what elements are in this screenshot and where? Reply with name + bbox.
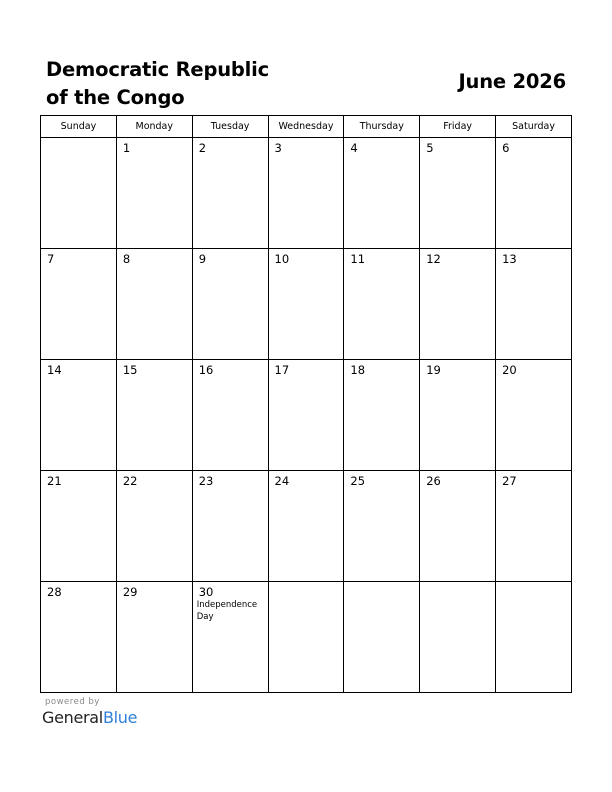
month-year-heading: June 2026 bbox=[458, 70, 566, 93]
day-number: 6 bbox=[502, 141, 510, 155]
day-cell bbox=[192, 249, 268, 360]
calendar-grid bbox=[40, 115, 572, 693]
day-cell bbox=[41, 360, 117, 471]
day-cell bbox=[344, 360, 420, 471]
day-number: 17 bbox=[274, 363, 290, 377]
day-cell bbox=[41, 471, 117, 582]
day-cell bbox=[268, 249, 344, 360]
day-number: 3 bbox=[274, 141, 282, 155]
day-number bbox=[41, 138, 116, 141]
brand-general: General bbox=[42, 708, 103, 727]
day-number bbox=[269, 582, 344, 585]
day-cell bbox=[496, 582, 572, 693]
day-cell bbox=[41, 249, 117, 360]
day-cell bbox=[420, 249, 496, 360]
holiday-label: Independence Day bbox=[196, 600, 258, 622]
day-cell bbox=[116, 582, 192, 693]
day-cell bbox=[268, 471, 344, 582]
day-cell bbox=[192, 360, 268, 471]
day-number bbox=[420, 582, 495, 585]
day-cell bbox=[192, 471, 268, 582]
week-row bbox=[41, 471, 572, 582]
day-cell bbox=[268, 360, 344, 471]
day-cell bbox=[496, 138, 572, 249]
country-name-line-2: of the Congo bbox=[46, 86, 185, 109]
day-number: 27 bbox=[502, 474, 517, 488]
country-name-line-1: Democratic Republic bbox=[46, 58, 269, 81]
day-cell bbox=[344, 582, 420, 693]
day-number: 1 bbox=[122, 141, 131, 155]
day-cell bbox=[268, 138, 344, 249]
day-cell bbox=[41, 138, 117, 249]
day-number: 9 bbox=[198, 252, 207, 266]
day-number: 7 bbox=[47, 252, 55, 266]
day-number: 15 bbox=[122, 363, 138, 377]
day-cell bbox=[192, 582, 268, 693]
weekday-saturday: Saturday bbox=[496, 116, 572, 138]
day-number bbox=[496, 582, 571, 585]
day-cell bbox=[116, 138, 192, 249]
day-cell bbox=[268, 582, 344, 693]
day-cell bbox=[420, 360, 496, 471]
day-number: 26 bbox=[426, 474, 441, 488]
day-number: 5 bbox=[426, 141, 434, 155]
day-number: 30 bbox=[198, 585, 214, 599]
weekday-tuesday: Tuesday bbox=[192, 116, 268, 138]
day-number: 11 bbox=[350, 252, 366, 266]
page-title bbox=[46, 56, 306, 112]
day-number: 18 bbox=[350, 363, 366, 377]
day-cell bbox=[344, 471, 420, 582]
day-number: 21 bbox=[47, 474, 62, 488]
day-number: 22 bbox=[122, 474, 138, 488]
day-cell bbox=[344, 249, 420, 360]
day-number: 4 bbox=[350, 141, 358, 155]
brand-blue: Blue bbox=[102, 708, 138, 727]
day-cell bbox=[116, 360, 192, 471]
day-cell bbox=[496, 249, 572, 360]
day-number: 2 bbox=[198, 141, 207, 155]
weekday-wednesday: Wednesday bbox=[268, 116, 344, 138]
day-number: 12 bbox=[426, 252, 441, 266]
weekday-header-row bbox=[41, 116, 572, 138]
day-cell bbox=[41, 582, 117, 693]
weekday-monday: Monday bbox=[116, 116, 192, 138]
day-cell bbox=[344, 138, 420, 249]
week-row bbox=[41, 249, 572, 360]
weekday-sunday: Sunday bbox=[41, 116, 117, 138]
day-cell bbox=[192, 138, 268, 249]
day-number: 13 bbox=[502, 252, 517, 266]
day-number: 10 bbox=[274, 252, 290, 266]
day-number: 8 bbox=[122, 252, 131, 266]
day-number: 20 bbox=[502, 363, 517, 377]
day-cell bbox=[420, 582, 496, 693]
day-cell bbox=[420, 138, 496, 249]
day-number: 14 bbox=[47, 363, 62, 377]
week-row bbox=[41, 360, 572, 471]
day-number: 24 bbox=[274, 474, 290, 488]
day-cell bbox=[496, 360, 572, 471]
weekday-thursday: Thursday bbox=[344, 116, 420, 138]
day-cell bbox=[116, 249, 192, 360]
day-number bbox=[344, 582, 419, 585]
week-row bbox=[41, 138, 572, 249]
day-cell bbox=[496, 471, 572, 582]
day-number: 23 bbox=[198, 474, 214, 488]
generalblue-logo bbox=[42, 708, 137, 727]
day-number: 29 bbox=[122, 585, 138, 599]
weekday-friday: Friday bbox=[420, 116, 496, 138]
day-cell bbox=[116, 471, 192, 582]
week-row bbox=[41, 582, 572, 693]
day-cell bbox=[420, 471, 496, 582]
day-number: 16 bbox=[198, 363, 214, 377]
powered-by-text: powered by bbox=[45, 697, 100, 707]
day-number: 25 bbox=[350, 474, 366, 488]
day-number: 19 bbox=[426, 363, 441, 377]
day-number: 28 bbox=[47, 585, 62, 599]
